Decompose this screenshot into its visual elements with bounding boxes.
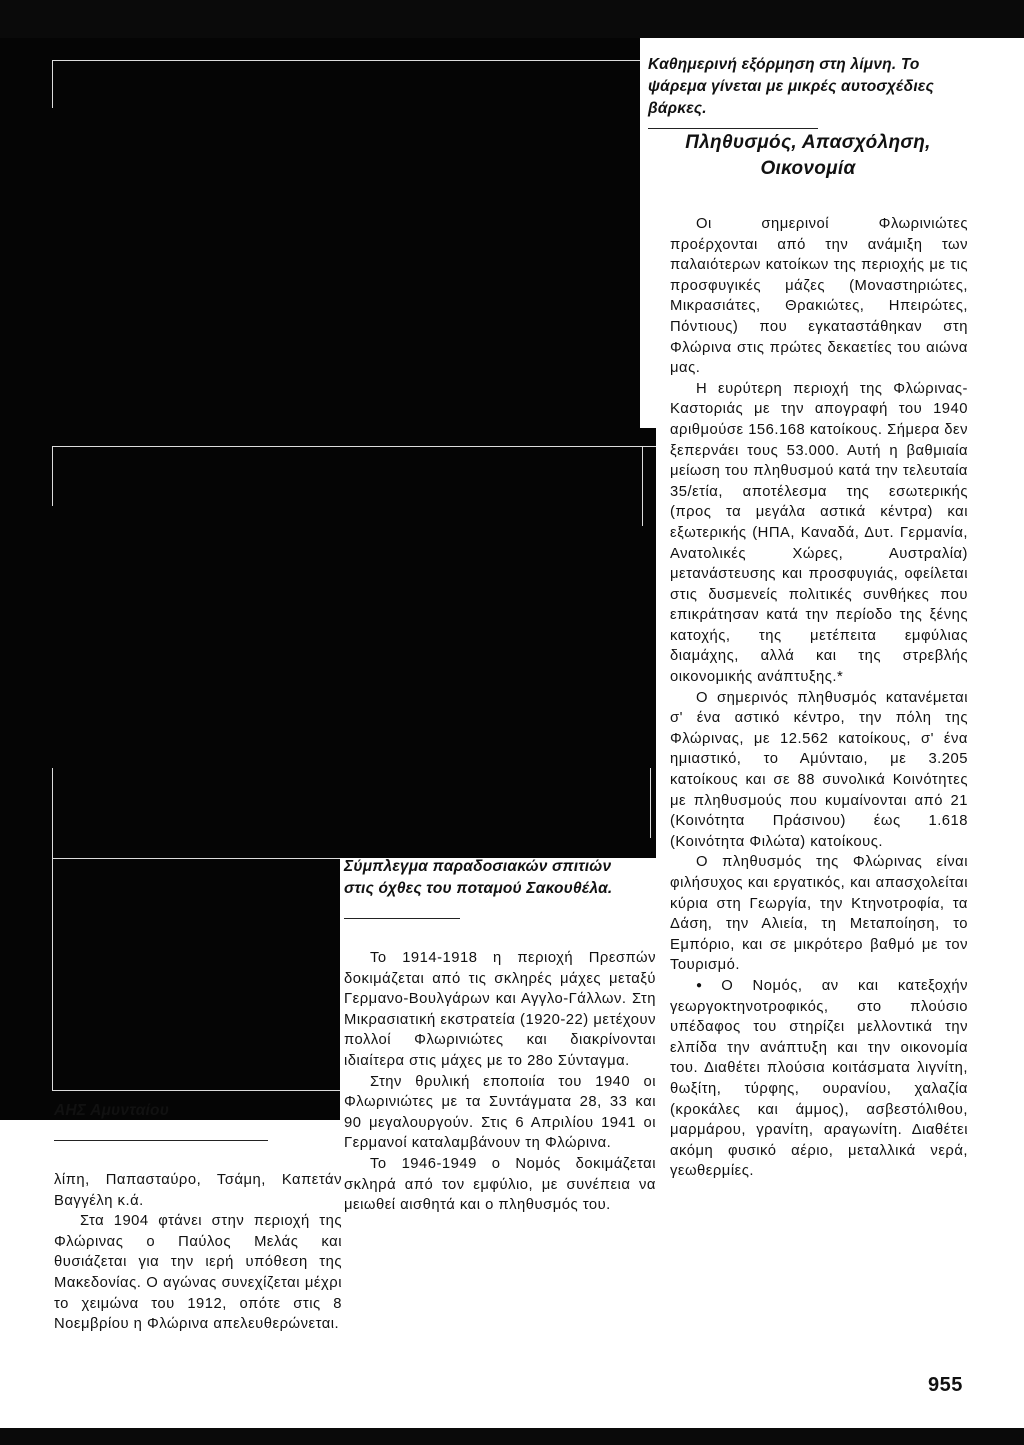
left-paragraph: Στα 1904 φτάνει στην περιοχή της Φλώρινας ο Παύλος Μελάς και θυσιάζεται για την ιερή υπόθεση της Μακεδονίας. Ο αγώνας συνεχίζεται μέχρι το χειμώνα του 1912, οπότε στις 8 Νοεμβρίου η Φλώρινα απελευθερώνεται. bbox=[54, 1213, 342, 1333]
bullet-icon bbox=[696, 978, 721, 994]
middle-paragraph: Το 1946-1949 ο Νομός δοκιμάζεται σκληρά από τον εμφύλιο, με συνέπεια να μειωθεί αισθητά και ο πληθυσμός του. bbox=[344, 1155, 656, 1214]
right-paragraph: Οι σημερινοί Φλωρινιώτες προέρχονται από την ανάμιξη των παλαιότερων κατοίκων της περιοχής με τις προσφυγικές μάζες (Μοναστηριώτες, Μικρασιάτες, Θρακιώτες, Ηπειρώτες, Πόντιους) που εγκαταστάθηκαν στη Φλώρινα στις πρώτες δεκαετίες του αιώνα μας. bbox=[670, 216, 968, 377]
lake-caption: Καθημερινή εξόρμηση στη λίμνη. Το ψάρεμα γίνεται με μικρές αυτοσχέδιες βάρκες. bbox=[648, 56, 934, 117]
right-paragraph: Ο σημερινός πληθυσμός κατανέμεται σ' ένα αστικό κέντρο, την πόλη της Φλώρινας, με 12.562 κατοίκους, σ' ένα ημιαστικό, το Αμύνταιο, με 3.205 κατοίκους και σε 88 συνολικά Κοινότητες με πληθυσμούς που κυμαίνονται από 21 (Κοινότητα Πράσινου) έως 1.618 (Κοινότητα Φιλώτα) κατοίκους. bbox=[670, 689, 968, 850]
top-black-border bbox=[0, 0, 1024, 38]
power-plant-caption-rule bbox=[54, 1140, 268, 1141]
right-paragraph: Η ευρύτερη περιοχή της Φλώρινας-Καστοριάς με την απογραφή του 1940 αριθμούσε 156.168 κατοίκους. Σήμερα δεν ξεπερνάει τους 53.000. Αυτή η βαθμιαία μείωση του πληθυσμού κατά την τελευταία 35/ετία, αποτέλεσμα της εσωτερικής (προς τα μεγάλα αστικά κέντρα) και εξωτερικής (ΗΠΑ, Καναδά, Δυτ. Γερμανία, Ανατολικές Χώρες, Αυστραλία) μετανάστευσης και προσφυγιάς, οφείλεται στις δυσμενείς πολιτικές συνθήκες που επικράτησαν κατά την περίοδο της ξένης κατοχής, της μετέπειτα εμφύλιας διαμάχης, αλλά και της στρεβλής οικονομικής ανάπτυξης.* bbox=[670, 380, 968, 686]
section-title: Πληθυσμός, Απασχόληση, Οικονομία bbox=[685, 132, 931, 179]
bottom-black-border bbox=[0, 1428, 1024, 1445]
right-paragraph: Ο Νομός, αν και κατεξοχήν γεωργοκτηνοτροφικός, στο πλούσιο υπέδαφος του στηρίζει μελλοντικά την ελπίδα την ανάπτυξη και την οικονομία του. Διαθέτει πλούσια κοιτάσματα λιγνίτη, θωξίτη, τύρφης, ουρανίου, χαλαζία (κροκάλες και άμμος), ασβεστόλιθου, μαρμάρου, γρανίτη, αραγωνίτη. Διαθέτει ακόμη φυσικό αέριο, μεταλλικά νερά, γεωθερμίες. bbox=[670, 977, 969, 1180]
lake-caption-rule bbox=[648, 128, 818, 129]
right-column-text bbox=[670, 214, 968, 1182]
page-number: 955 bbox=[928, 1374, 963, 1396]
middle-paragraph: Το 1914-1918 η περιοχή Πρεσπών δοκιμάζεται από τις σκληρές μάχες μεταξύ Γερμανο-Βουλγάρων και Αγγλο-Γάλλων. Στη Μικρασιατική εκστρατεία (1920-22) μετέχουν πολλοί Φλωρινιώτες και διακρίνονται ιδιαίτερα στις μάχες με το 28ο Σύνταγμα. bbox=[344, 950, 656, 1069]
middle-paragraph: Στην θρυλική εποποιία του 1940 οι Φλωρινιώτες με τα Συντάγματα 28, 33 και 90 μεγαλουργούν. Στις 6 Απριλίου 1941 οι Γερμανοί καταλαμβάνουν τη Φλώρινα. bbox=[344, 1073, 656, 1152]
houses-caption-rule bbox=[344, 918, 460, 919]
power-plant-photo bbox=[0, 858, 340, 1120]
houses-caption: Σύμπλεγμα παραδοσιακών σπιτιών στις όχθες του ποταμού Σακουθέλα. bbox=[344, 858, 613, 897]
power-plant-caption: ΑΗΣ Αμυνταίου bbox=[54, 1102, 170, 1119]
middle-column-text bbox=[344, 948, 656, 1216]
left-paragraph: λίπη, Παπασταύρο, Τσάμη, Καπετάν Βαγγέλη κ.ά. bbox=[54, 1172, 342, 1209]
right-paragraph: Ο πληθυσμός της Φλώρινας είναι φιλήσυχος και εργατικός, και απασχολείται κύρια στη Γεωργία, την Κτηνοτροφία, τα Δάση, την Αλιεία, τη Μεταποίηση, το Εμπόριο, και σε μικρότερο βαθμό με τον Τουρισμό. bbox=[670, 854, 968, 974]
left-column-text bbox=[54, 1170, 342, 1335]
lake-photo bbox=[0, 38, 640, 428]
houses-photo bbox=[0, 428, 656, 858]
right-paragraph-bulleted bbox=[670, 976, 968, 1182]
